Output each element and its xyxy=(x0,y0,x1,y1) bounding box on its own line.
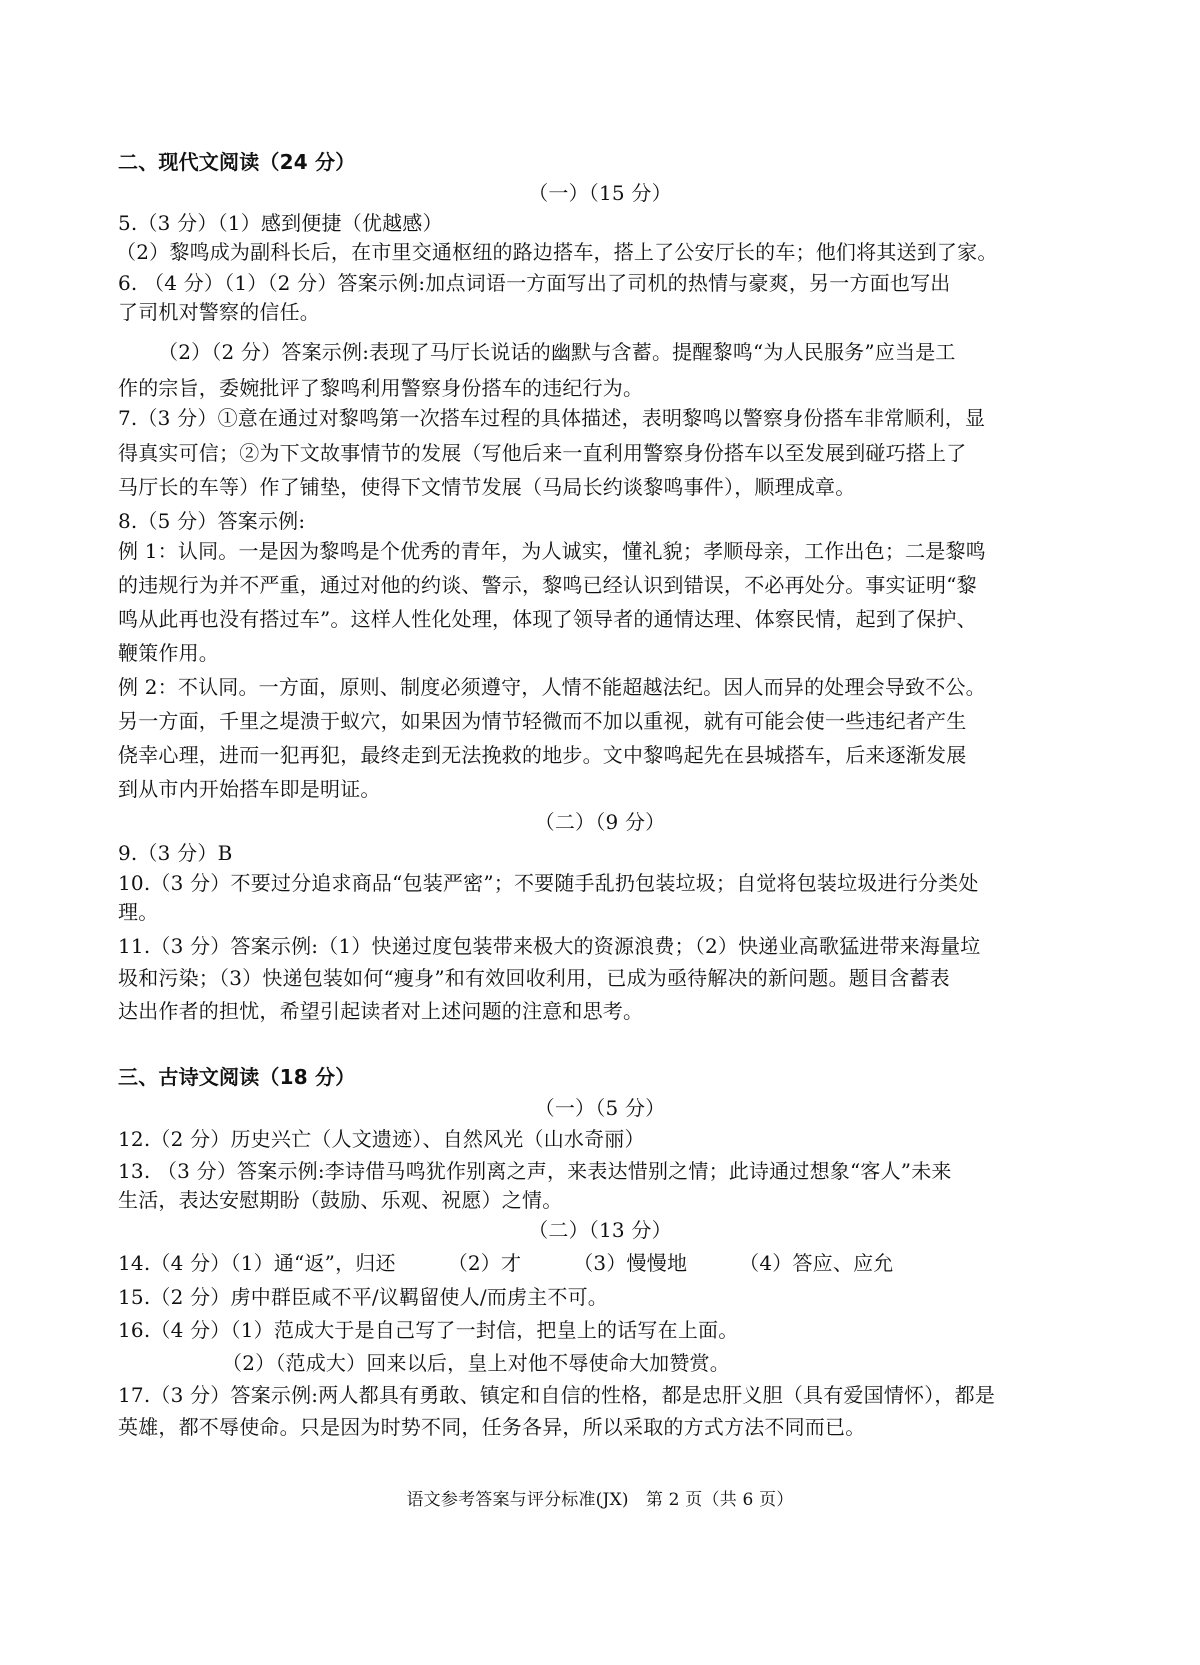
q10-line-1: 10.（3 分）不要过分追求商品“包装严密”；不要随手乱扔包装垃圾；自觉将包装垃圾进行分类处 xyxy=(118,871,979,895)
q15-answer: 15.（2 分）虏中群臣咸不平/议羁留使人/而虏主不可。 xyxy=(118,1285,608,1309)
q7-line-3: 马厅长的车等）作了铺垫，使得下文情节发展（马局长约谈黎鸣事件），顺理成章。 xyxy=(118,475,856,499)
q16-line-1: 16.（4 分）（1）范成大于是自己写了一封信，把皇上的话写在上面。 xyxy=(118,1318,739,1342)
q11-line-3: 达出作者的担忧，希望引起读者对上述问题的注意和思考。 xyxy=(118,999,644,1023)
q14-item-1: （1）通“返”，归还 xyxy=(230,1251,396,1275)
q7-line-1: 7.（3 分）①意在通过对黎鸣第一次搭车过程的具体描述，表明黎鸣以警察身份搭车非常顺利，显 xyxy=(118,406,986,430)
section-2-part-1-title: （一）（15 分） xyxy=(528,181,672,205)
q14-answer xyxy=(118,1248,893,1278)
q11-line-2: 圾和污染；（3）快递包装如何“瘦身”和有效回收利用，已成为亟待解决的新问题。题目含蓄表 xyxy=(118,966,950,990)
q8-line-4: 鸣从此再也没有搭过车”。这样人性化处理，体现了领导者的通情达理、体察民情，起到了保护、 xyxy=(118,607,977,631)
q14-item-2: （2）才 xyxy=(447,1251,522,1275)
q10-line-2: 理。 xyxy=(118,900,159,924)
q6-line-3: （2）（2 分）答案示例:表现了马厅长说话的幽默与含蓄。提醒黎鸣“为人民服务”应当是工 xyxy=(158,340,956,364)
q13-line-1: 13. （3 分）答案示例:李诗借马鸣犹作别离之声，来表达惜别之情；此诗通过想象“客人”未来 xyxy=(118,1159,952,1183)
q11-line-1: 11.（3 分）答案示例:（1）快递过度包装带来极大的资源浪费；（2）快递业高歌猛进带来海量垃 xyxy=(118,934,981,958)
section-3-part-1-title: （一）（5 分） xyxy=(534,1096,666,1120)
section-2-heading: 二、现代文阅读（24 分） xyxy=(118,150,356,174)
q8-line-2: 例 1：认同。一是因为黎鸣是个优秀的青年，为人诚实，懂礼貌；孝顺母亲，工作出色；二是黎鸣 xyxy=(118,539,986,563)
q13-line-2: 生活，表达安慰期盼（鼓励、乐观、祝愿）之情。 xyxy=(118,1188,563,1212)
page-footer: 语文参考答案与评分标准(JX) 第 2 页（共 6 页） xyxy=(406,1490,794,1510)
q17-line-2: 英雄，都不辱使命。只是因为时势不同，任务各异，所以采取的方式方法不同而已。 xyxy=(118,1415,866,1439)
section-3-part-2-title: （二）（13 分） xyxy=(528,1218,672,1242)
q16-line-2: （2）（范成大）回来以后，皇上对他不辱使命大加赞赏。 xyxy=(222,1351,730,1375)
q12-answer: 12.（2 分）历史兴亡（人文遗迹）、自然风光（山水奇丽） xyxy=(118,1127,645,1151)
q6-line-2: 了司机对警察的信任。 xyxy=(118,300,320,324)
q8-line-1: 8.（5 分）答案示例: xyxy=(118,509,306,533)
q8-line-3: 的违规行为并不严重，通过对他的约谈、警示，黎鸣已经认识到错误，不必再处分。事实证明“黎 xyxy=(118,573,977,597)
q7-line-2: 得真实可信；②为下文故事情节的发展（写他后来一直利用警察身份搭车以至发展到碰巧搭上了 xyxy=(118,441,967,465)
q14-item-3: （3）慢慢地 xyxy=(573,1251,688,1275)
q5-line-2: （2）黎鸣成为副科长后，在市里交通枢纽的路边搭车，搭上了公安厅长的车；他们将其送到了家。 xyxy=(116,240,998,264)
q9-answer: 9.（3 分）B xyxy=(118,841,233,865)
q8-line-8: 侥幸心理，进而一犯再犯，最终走到无法挽救的地步。文中黎鸣起先在县城搭车，后来逐渐发展 xyxy=(118,743,967,767)
q17-line-1: 17.（3 分）答案示例:两人都具有勇敢、镇定和自信的性格，都是忠肝义胆（具有爱国情怀），都是 xyxy=(118,1383,996,1407)
q8-line-5: 鞭策作用。 xyxy=(118,641,219,665)
section-3-heading: 三、古诗文阅读（18 分） xyxy=(118,1065,356,1089)
q8-line-6: 例 2：不认同。一方面，原则、制度必须遵守，人情不能超越法纪。因人而异的处理会导致不公。 xyxy=(118,675,986,699)
q6-line-4: 作的宗旨，委婉批评了黎鸣利用警察身份搭车的违纪行为。 xyxy=(118,376,644,400)
q14-item-4: （4）答应、应允 xyxy=(739,1251,894,1275)
q8-line-7: 另一方面，千里之堤溃于蚁穴，如果因为情节轻微而不加以重视，就有可能会使一些违纪者产生 xyxy=(118,709,967,733)
q6-line-1: 6. （4 分）（1）（2 分）答案示例:加点词语一方面写出了司机的热情与豪爽，另一方面也写出 xyxy=(118,271,951,295)
section-2-part-2-title: （二）（9 分） xyxy=(534,810,666,834)
q14-prefix: 14.（4 分） xyxy=(118,1251,231,1275)
q8-line-9: 到从市内开始搭车即是明证。 xyxy=(118,777,381,801)
q5-line-1: 5.（3 分）（1）感到便捷（优越感） xyxy=(118,211,443,235)
